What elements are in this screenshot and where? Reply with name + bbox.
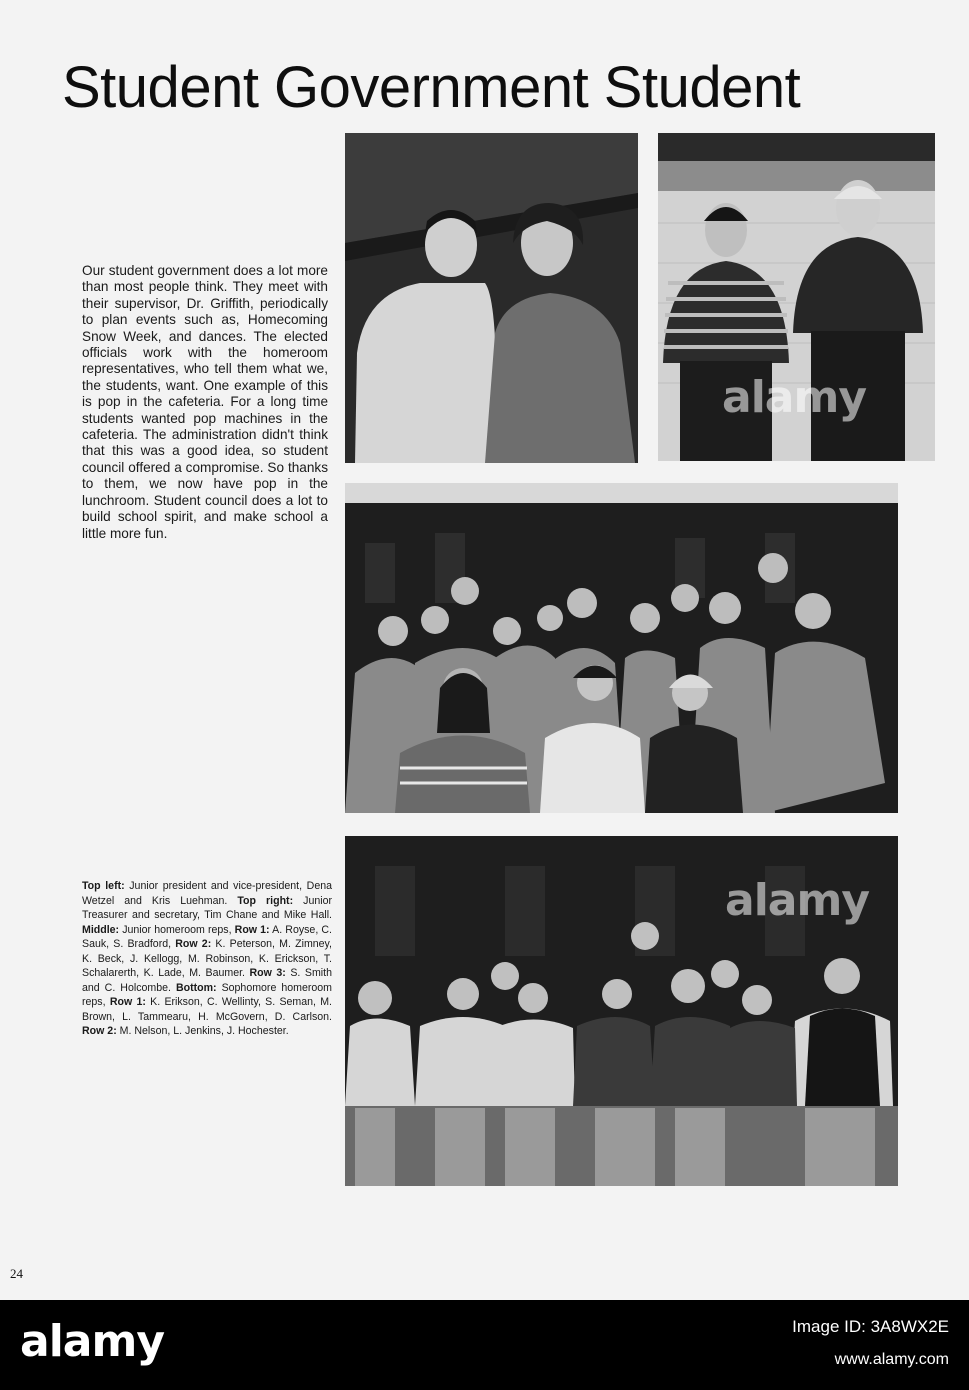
image-id: Image ID: 3A8WX2E	[792, 1317, 949, 1336]
watermark-top-right: alamy	[722, 372, 866, 423]
caption-text-row2: K. Peterson, M. Zimney, K. Beck, J. Kellogg, M. Robinson, K. Erickson, T. Schalarerth, K. Lade, M. Baumer.	[82, 938, 332, 979]
caption-text-bottom: Sophomore homeroom reps,	[82, 981, 332, 1008]
caption-text-top-left: Junior president and vice-president, Dena Wetzel and Kris Luehman.	[82, 880, 332, 907]
photo-top-left	[345, 133, 638, 463]
page-number: 24	[10, 1266, 23, 1281]
page-title: Student Government Student	[62, 55, 801, 120]
caption-text-top-right: Junior Treasurer and secretary, Tim Chane and Mike Hall.	[82, 894, 332, 921]
caption-label-bottom: Bottom:	[175, 981, 217, 994]
photo-caption	[82, 879, 332, 1039]
watermark-bottom: alamy	[725, 875, 869, 926]
stock-footer	[0, 1300, 969, 1390]
caption-text-row3: S. Smith and C. Holcombe.	[82, 967, 332, 994]
alamy-logo: alamy	[20, 1316, 164, 1367]
caption-text-bottom-row2: M. Nelson, L. Jenkins, J. Hochester.	[116, 1025, 289, 1037]
caption-label-row1: Row 1:	[234, 923, 270, 936]
caption-label-row3: Row 3:	[249, 967, 286, 979]
photo-middle-group	[345, 483, 898, 813]
article-body: Our student government does a lot more than most people think. They meet with their supervisor, Dr. Griffith, periodically to plan events such as, Homecoming Snow Week, and dances. The elected officials work with the homeroom representatives, who tell them what we, the students, want. One example of this is pop in the cafeteria. For a long time students wanted pop machines in the cafeteria. The administration didn't think that this was a good idea, so student council offered a compromise. So thanks to them, we now have pop in the lunchroom. Student council does a lot to build school spirit, and make school a little more fun.	[82, 263, 328, 541]
caption-text-middle: Junior homeroom reps,	[119, 923, 235, 936]
caption-label-row2: Row 2:	[175, 938, 212, 950]
caption-text-row1: A. Royse, C. Sauk, S. Bradford,	[82, 923, 332, 950]
caption-label-top-right: Top right:	[237, 894, 294, 907]
caption-label-middle: Middle:	[82, 923, 120, 936]
caption-label-bottom-row2: Row 2:	[82, 1025, 117, 1037]
footer-url: www.alamy.com	[834, 1351, 949, 1368]
caption-label-top-left: Top left:	[82, 880, 125, 892]
caption-label-bottom-row1: Row 1:	[109, 996, 146, 1008]
caption-text-bottom-row1: K. Erikson, C. Wellinty, S. Seman, M. Brown, L. Tammearu, H. McGovern, D. Carlson.	[82, 996, 332, 1023]
